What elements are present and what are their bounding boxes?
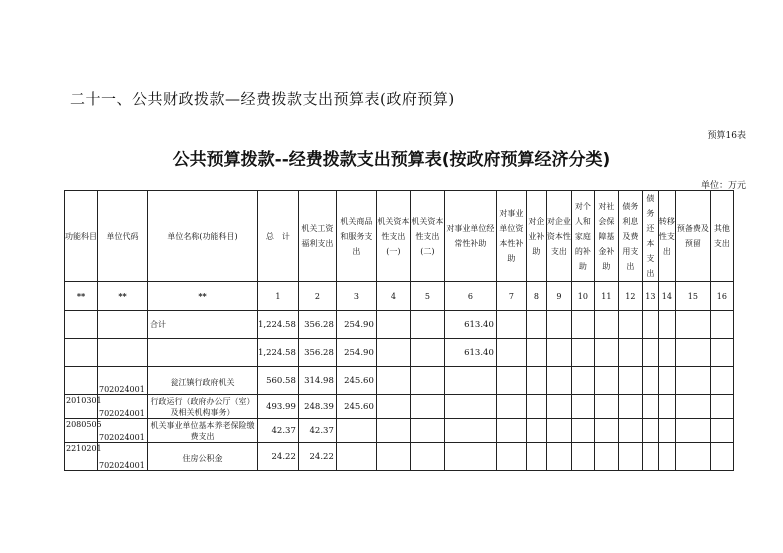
index-cell: 16 [710, 282, 733, 311]
unit-code-cell [98, 339, 148, 367]
unit-name-cell [148, 339, 258, 367]
salary-cell: 356.28 [298, 311, 336, 339]
index-row [65, 282, 734, 311]
unit-code-cell: 702024001 [98, 419, 148, 443]
header-cell: 对企业补助 [526, 191, 546, 282]
index-cell: ** [65, 282, 98, 311]
index-cell: ** [148, 282, 258, 311]
index-cell: 14 [658, 282, 675, 311]
index-cell: 6 [444, 282, 496, 311]
index-cell: 9 [546, 282, 571, 311]
header-cell: 机关商品和服务支出 [336, 191, 376, 282]
header-cell: 债务还本支出 [642, 191, 658, 282]
index-cell: 1 [258, 282, 299, 311]
index-cell: 5 [410, 282, 444, 311]
index-cell: 7 [496, 282, 526, 311]
unit-name-cell: 住房公积金 [148, 443, 258, 471]
header-cell: 对事业单位经常性补助 [444, 191, 496, 282]
total-cell: 1,224.58 [258, 339, 299, 367]
func-code-cell: 2010301 [65, 395, 98, 419]
total-cell: 493.99 [258, 395, 299, 419]
index-cell: 3 [336, 282, 376, 311]
salary-cell: 248.39 [298, 395, 336, 419]
unit-name-cell: 合计 [148, 311, 258, 339]
table-row [65, 443, 734, 471]
goods-services-cell [336, 419, 376, 443]
table-row [65, 367, 734, 395]
func-code-cell [65, 311, 98, 339]
index-cell: 12 [618, 282, 642, 311]
unit-name-cell: 行政运行（政府办公厅（室）及相关机构事务） [148, 395, 258, 419]
total-cell: 42.37 [258, 419, 299, 443]
unit-label: 单位：万元 [700, 181, 746, 191]
unit-code-cell: 702024001 [98, 367, 148, 395]
index-cell: 13 [642, 282, 658, 311]
header-row [65, 191, 734, 282]
goods-services-cell: 254.90 [336, 311, 376, 339]
unit-name-cell: 机关事业单位基本养老保险缴费支出 [148, 419, 258, 443]
section-title: 二十一、公共财政拨款—经费拨款支出预算表(政府预算) [70, 90, 455, 108]
header-cell: 总 计 [258, 191, 299, 282]
budget-table [64, 190, 734, 471]
func-code-cell [65, 339, 98, 367]
total-cell: 560.58 [258, 367, 299, 395]
goods-services-cell: 254.90 [336, 339, 376, 367]
index-cell: 10 [571, 282, 594, 311]
header-cell: 机关工资福利支出 [298, 191, 336, 282]
func-code-cell: 2080505 [65, 419, 98, 443]
header-cell: 对社会保障基金补助 [594, 191, 618, 282]
unit-name-cell: 瓮江镇行政府机关 [148, 367, 258, 395]
header-cell: 预备费及预留 [675, 191, 710, 282]
header-cell: 机关资本性支出(一) [376, 191, 410, 282]
func-code-cell [65, 367, 98, 395]
total-cell: 24.22 [258, 443, 299, 471]
table-row [65, 339, 734, 367]
table-row [65, 395, 734, 419]
total-cell: 1,224.58 [258, 311, 299, 339]
institution-subsidy-cell: 613.40 [444, 311, 496, 339]
header-cell: 单位名称(功能科目) [148, 191, 258, 282]
institution-subsidy-cell: 613.40 [444, 339, 496, 367]
salary-cell: 42.37 [298, 419, 336, 443]
header-cell: 功能科目 [65, 191, 98, 282]
index-cell: 11 [594, 282, 618, 311]
index-cell: 2 [298, 282, 336, 311]
header-cell: 其他支出 [710, 191, 733, 282]
table-row [65, 419, 734, 443]
unit-code-cell [98, 311, 148, 339]
index-cell: 15 [675, 282, 710, 311]
unit-code-cell: 702024001 [98, 443, 148, 471]
page-title: 公共预算拨款--经费拨款支出预算表(按政府预算经济分类) [172, 150, 611, 170]
header-cell: 对个人和家庭的补助 [571, 191, 594, 282]
header-cell: 对企业资本性支出 [546, 191, 571, 282]
header-cell: 对事业单位资本性补助 [496, 191, 526, 282]
index-cell: ** [98, 282, 148, 311]
header-cell: 单位代码 [98, 191, 148, 282]
goods-services-cell: 245.60 [336, 395, 376, 419]
salary-cell: 356.28 [298, 339, 336, 367]
goods-services-cell: 245.60 [336, 367, 376, 395]
header-cell: 转移性支出 [658, 191, 675, 282]
salary-cell: 314.98 [298, 367, 336, 395]
header-cell: 机关资本性支出(二) [410, 191, 444, 282]
index-cell: 8 [526, 282, 546, 311]
func-code-cell: 2210201 [65, 443, 98, 471]
table-row [65, 311, 734, 339]
table-number: 预算16表 [707, 131, 746, 141]
header-cell: 债务利息及费用支出 [618, 191, 642, 282]
salary-cell: 24.22 [298, 443, 336, 471]
unit-code-cell: 702024001 [98, 395, 148, 419]
goods-services-cell [336, 443, 376, 471]
index-cell: 4 [376, 282, 410, 311]
